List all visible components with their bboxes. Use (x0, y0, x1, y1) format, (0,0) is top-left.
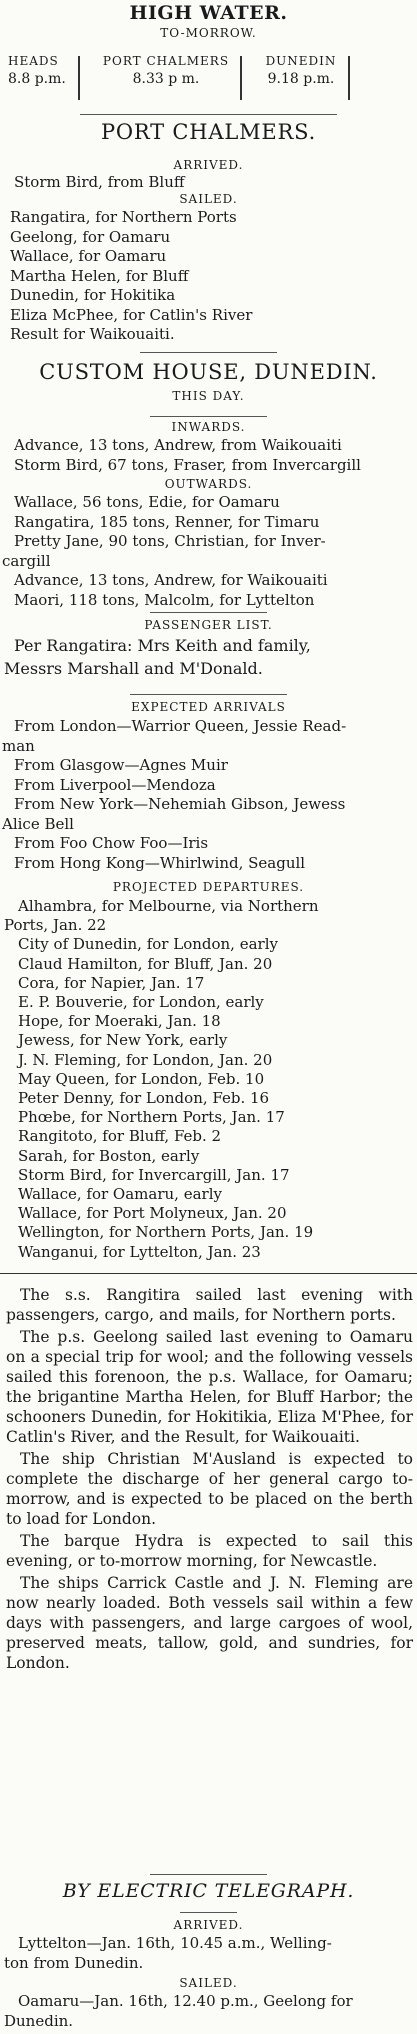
list-item: Claud Hamilton, for Bluff, Jan. 20 (18, 954, 273, 973)
list-item: Ports, Jan. 22 (4, 916, 107, 935)
list-item: Wellington, for Northern Ports, Jan. 19 (18, 1223, 314, 1242)
list-item: Alice Bell (2, 814, 74, 833)
list-item: Oamaru—Jan. 16th, 12.40 p.m., Geelong for (18, 1992, 353, 2010)
paragraph: The s.s. Rangitira sailed last evening with passengers, cargo, and mails, for Northern ports. (6, 1286, 413, 1324)
heads-time: 8.8 p.m. (8, 71, 66, 87)
passenger-list (4, 634, 411, 680)
divider-rule (130, 694, 287, 695)
list-item: Peter Denny, for London, Feb. 16 (18, 1089, 270, 1108)
list-item: Wallace, 56 tons, Edie, for Oamaru (14, 493, 280, 511)
list-item: Wallace, for Port Molyneux, Jan. 20 (18, 1204, 287, 1223)
tide-port (96, 52, 236, 88)
list-item: Geelong, for Oamaru (10, 227, 171, 246)
dunedin-time: 9.18 p.m. (267, 71, 335, 87)
custom-house-subtitle: THIS DAY. (172, 389, 245, 403)
list-item: Result for Waikouaiti. (10, 325, 175, 343)
list-item: Pretty Jane, 90 tons, Christian, for Inver- (14, 532, 326, 550)
custom-house-title: CUSTOM HOUSE, DUNEDIN. (39, 360, 378, 384)
telegraph-title: BY ELECTRIC TELEGRAPH. (62, 1880, 355, 1902)
outwards-list (2, 493, 411, 610)
list-item: J. N. Fleming, for London, Jan. 20 (18, 1050, 273, 1069)
telegraph-arrived-list (4, 1934, 411, 1973)
arrived-label: ARRIVED. (173, 158, 244, 172)
list-item: From New York—Nehemiah Gibson, Jewess (14, 795, 346, 813)
paragraph: The ship Christian M'Ausland is expected to complete the discharge of her general cargo to-morrow, and is expected to be placed on the berth to load for London. (6, 1450, 413, 1528)
list-item: Storm Bird, 67 tons, Fraser, from Invercargill (14, 455, 361, 474)
list-item: Phœbe, for Northern Ports, Jan. 17 (18, 1108, 285, 1127)
sailed-label: SAILED. (179, 192, 238, 206)
telegraph-arrived-label: ARRIVED. (173, 1918, 244, 1932)
divider-rule (150, 1874, 267, 1875)
port-label: PORT CHALMERS (102, 54, 230, 68)
list-item: City of Dunedin, for London, early (18, 935, 278, 954)
tide-divider (78, 56, 80, 100)
paragraph: The ships Carrick Castle and J. N. Fleming are now nearly loaded. Both vessels sail within a few days with passengers, and large cargoes of wool, preserved meats, tallow, gold, and sundries, for London. (6, 1574, 413, 1672)
list-item: Wanganui, for Lyttelton, Jan. 23 (18, 1242, 261, 1261)
inwards-list (14, 436, 411, 475)
list-item: Rangatira, 185 tons, Renner, for Timaru (14, 512, 320, 531)
outwards-label: OUTWARDS. (164, 477, 253, 491)
list-item: cargill (2, 551, 51, 570)
arrived-list (14, 173, 411, 193)
list-item: Wallace, for Oamaru, early (18, 1185, 222, 1204)
list-item: Dunedin, for Hokitika (10, 286, 176, 304)
port-chalmers-title: PORT CHALMERS. (100, 120, 317, 144)
divider-rule (180, 1912, 237, 1913)
list-item: Lyttelton—Jan. 16th, 10.45 a.m., Welling- (18, 1934, 332, 1952)
departures-list (4, 897, 411, 1262)
divider-rule (150, 416, 267, 417)
list-item: From Liverpool—Mendoza (14, 775, 216, 794)
sailed-list (10, 208, 411, 345)
tide-dunedin (256, 52, 346, 88)
divider-rule (140, 352, 277, 353)
list-item: Storm Bird, from Bluff (14, 173, 185, 191)
list-item: Per Rangatira: Mrs Keith and family, (14, 636, 311, 655)
telegraph-sailed-label: SAILED. (179, 1976, 238, 1990)
list-item: From London—Warrior Queen, Jessie Read- (14, 717, 347, 735)
list-item: Advance, 13 tons, Andrew, from Waikouaiti (14, 436, 342, 454)
list-item: E. P. Bouverie, for London, early (18, 993, 264, 1012)
departures-title: PROJECTED DEPARTURES. (112, 880, 305, 894)
list-item: May Queen, for London, Feb. 10 (18, 1069, 265, 1088)
list-item: Wallace, for Oamaru (10, 247, 167, 265)
list-item: Messrs Marshall and M'Donald. (4, 659, 263, 678)
list-item: Cora, for Napier, Jan. 17 (18, 973, 205, 992)
paragraph: The barque Hydra is expected to sail this evening, or to-morrow morning, for Newcastle. (6, 1532, 413, 1570)
divider-rule (150, 612, 267, 613)
list-item: Dunedin. (4, 2011, 74, 2030)
telegraph-sailed-list (4, 1992, 411, 2031)
list-item: ton from Dunedin. (4, 1953, 144, 1972)
heads-label: HEADS (8, 54, 59, 68)
list-item: Sarah, for Boston, early (18, 1146, 200, 1165)
divider-rule (0, 1273, 417, 1274)
inwards-label: INWARDS. (171, 420, 246, 434)
list-item: Hope, for Moeraki, Jan. 18 (18, 1012, 221, 1031)
expected-title: EXPECTED ARRIVALS (131, 700, 286, 714)
tide-heads (8, 52, 66, 88)
port-time: 8.33 p m. (132, 71, 200, 87)
dunedin-label: DUNEDIN (265, 54, 337, 68)
list-item: From Glasgow—Agnes Muir (14, 756, 228, 774)
list-item: Rangatira, for Northern Ports (10, 208, 237, 226)
list-item: Martha Helen, for Bluff (10, 266, 189, 285)
list-item: Storm Bird, for Invercargill, Jan. 17 (18, 1165, 290, 1184)
list-item: Eliza McPhee, for Catlin's River (10, 305, 253, 324)
tide-divider (240, 56, 242, 100)
list-item: Rangitoto, for Bluff, Feb. 2 (18, 1127, 222, 1146)
list-item: Maori, 118 tons, Malcolm, for Lyttelton (14, 590, 315, 609)
paragraph: The p.s. Geelong sailed last evening to Oamaru on a special trip for wool; and the following vessels sailed this forenoon, the p.s. Wallace, for Oamaru; the brigantine Martha Helen, for Bluff Harbor; the schooners Dunedin, for Hokitikia, Eliza M'Phee, for Catlin's River, and the Result, for Waikouaiti. (6, 1328, 413, 1446)
divider-rule (80, 114, 337, 115)
high-water-subtitle: TO-MORROW. (160, 26, 257, 40)
list-item: man (2, 736, 35, 755)
list-item: From Foo Chow Foo—Iris (14, 834, 209, 852)
passenger-title: PASSENGER LIST. (144, 618, 273, 632)
expected-list (2, 717, 411, 873)
high-water-title: HIGH WATER. (129, 2, 288, 24)
list-item: Advance, 13 tons, Andrew, for Waikouaiti (14, 571, 328, 589)
list-item: From Hong Kong—Whirlwind, Seagull (14, 853, 306, 872)
list-item: Alhambra, for Melbourne, via Northern (18, 897, 319, 915)
tide-table (8, 52, 409, 108)
list-item: Jewess, for New York, early (18, 1031, 228, 1050)
shipping-notes (6, 1285, 413, 1673)
tide-divider (348, 56, 350, 100)
